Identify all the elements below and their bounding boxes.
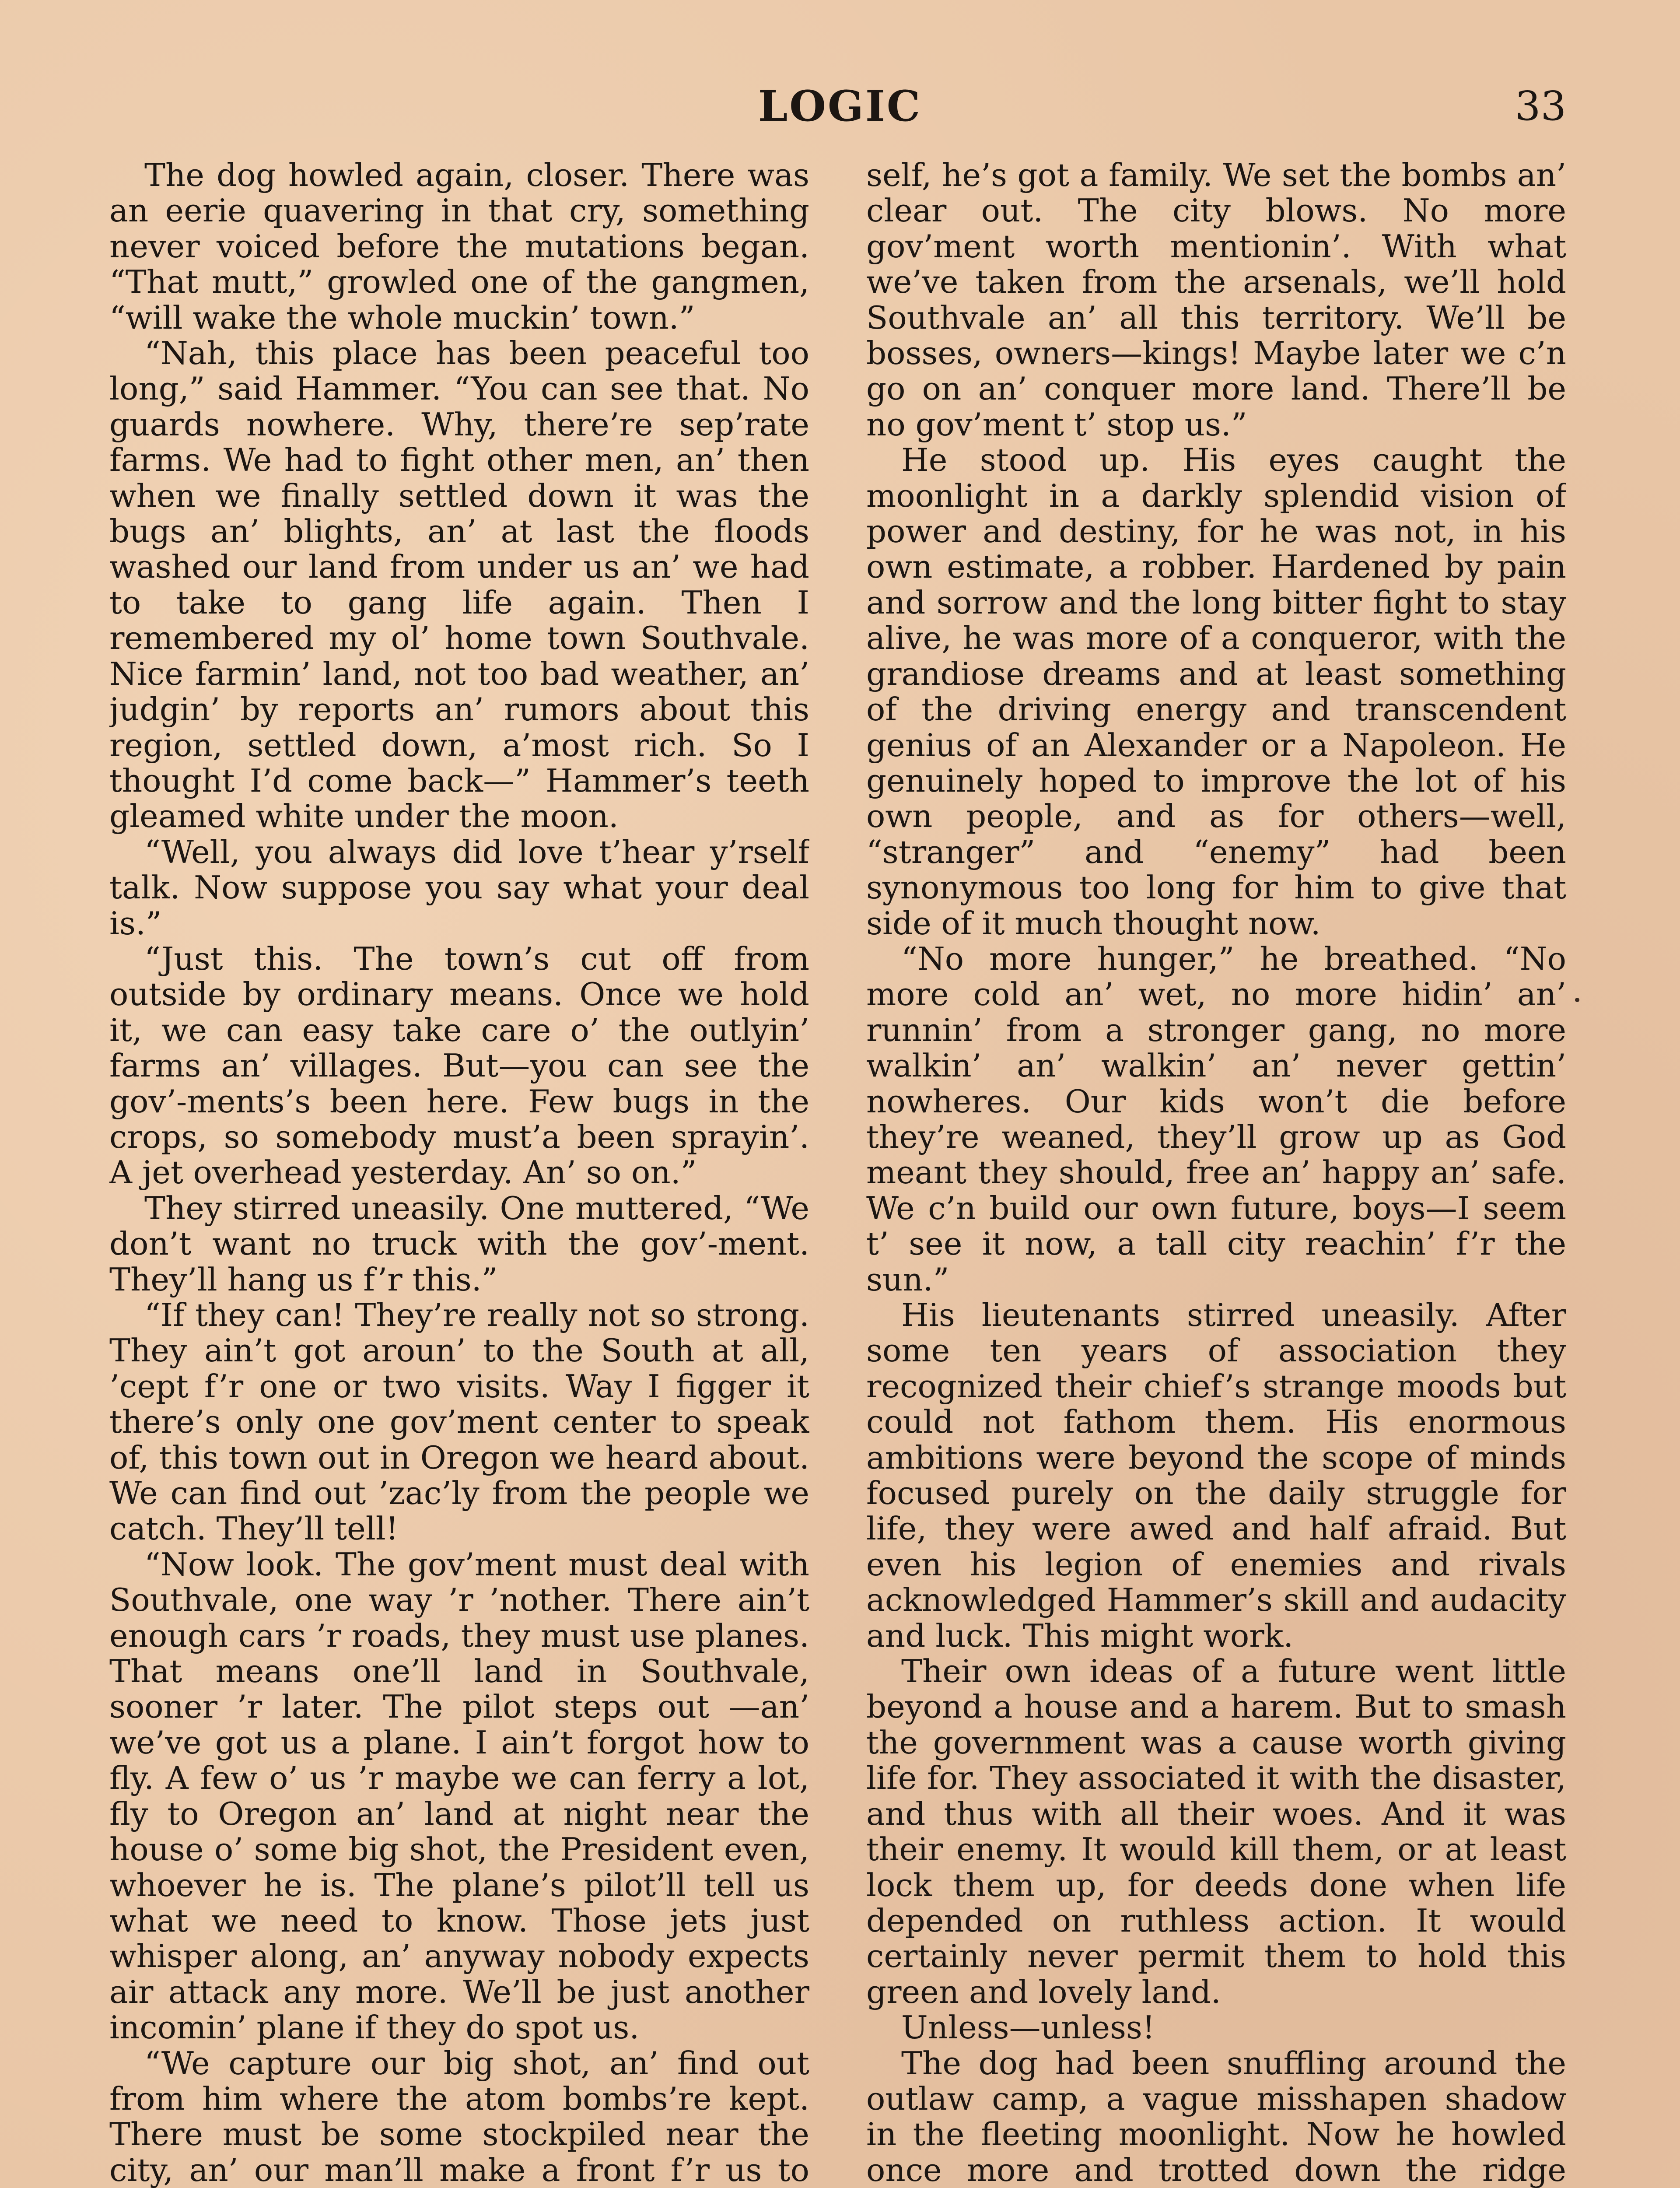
paragraph: “Just this. The town’s cut off from outside by ordinary means. Once we hold it, we can easy take care o’ the outlyin’ farms an’ villages. But—you can see the gov’-ments’s been here. Few bugs in the crops, so somebody must’a been sprayin’. A jet overhead yesterday. An’ so on.” bbox=[109, 940, 809, 1191]
left-text-column bbox=[109, 158, 809, 2188]
running-header bbox=[0, 82, 1680, 130]
running-title: LOGIC bbox=[758, 81, 922, 131]
paragraph: His lieutenants stirred uneasily. After some ten years of association they recognized their chief’s strange moods but could not fathom them. His enormous ambitions were beyond the scope of minds focused purely on the daily struggle for life, they were awed and half afraid. But even his legion of enemies and rivals acknowledged Hammer’s skill and audacity and luck. This might work. bbox=[866, 1297, 1566, 1654]
paragraph: “No more hunger,” he breathed. “No more cold an’ wet, no more hidin’ an’ runnin’ from a stronger gang, no more walkin’ an’ walkin’ an’ never gettin’ nowheres. Our kids won’t die before they’re weaned, they’ll grow up as God meant they should, free an’ happy an’ safe. We c’n build our own future, boys—I seem t’ see it now, a tall city reachin’ f’r the sun.” bbox=[866, 940, 1566, 1298]
paragraph: “Well, you always did love t’hear y’rself talk. Now suppose you say what your deal is.” bbox=[109, 833, 809, 942]
paragraph: “If they can! They’re really not so strong. They ain’t got aroun’ to the South at all, ’cept f’r one or two visits. Way I figger it there’s only one gov’ment center to speak of, this town out in Oregon we heard about. We can find out ’zac’ly from the people we catch. They’ll tell! bbox=[109, 1297, 809, 1547]
paragraph: He stood up. His eyes caught the moonlight in a darkly splendid vision of power and destiny, for he was not, in his own estimate, a robber. Hardened by pain and sorrow and the long bitter fight to stay alive, he was more of a conqueror, with the grandiose dreams and at least something of the driving energy and transcendent genius of an Alexander or a Napoleon. He genuinely hoped to improve the lot of his own people, and as for others—well, “stranger” and “enemy” had been synonymous too long for him to give that side of it much thought now. bbox=[866, 442, 1566, 942]
page-number: 33 bbox=[1515, 83, 1566, 130]
paragraph: “We capture our big shot, an’ find out from him where the atom bombs’re kept. There must be some stockpiled near the city, an’ our man’ll make a front f’r us to bbox=[109, 2044, 809, 2188]
paragraph: The dog howled again, closer. There was an eerie quavering in that cry, something never voiced before the mutations began. “That mutt,” growled one of the gangmen, “will wake the whole muckin’ town.” bbox=[109, 158, 809, 336]
paragraph: They stirred uneasily. One muttered, “We don’t want no truck with the gov’-ment. They’ll hang us f’r this.” bbox=[109, 1189, 809, 1298]
right-text-column bbox=[866, 158, 1566, 2188]
print-speck bbox=[1575, 998, 1579, 1002]
paragraph: Their own ideas of a future went little beyond a house and a harem. But to smash the government was a cause worth giving life for. They associated it with the disaster, and thus with all their woes. And it was their enemy. It would kill them, or at least lock them up, for deeds done when life depended on ruthless action. It would certainly never permit them to hold this green and lovely land. bbox=[866, 1653, 1566, 2010]
paragraph: Unless—unless! bbox=[901, 2009, 1155, 2046]
paragraph: The dog had been snuffling around the outlaw camp, a vague misshapen shadow in the fleeting moonlight. Now he howled once more and trotted down the ridge bbox=[866, 2044, 1566, 2188]
paragraph: “Nah, this place has been peaceful too long,” said Hammer. “You can see that. No guards nowhere. Why, there’re sep’rate farms. We had to fight other men, an’ then when we finally settled down it was the bugs an’ blights, an’ at last the floods washed our land from under us an’ we had to take to gang life again. Then I remembered my ol’ home town Southvale. Nice farmin’ land, not too bad weather, an’ judgin’ by reports an’ rumors about this region, settled down, a’most rich. So I thought I’d come back—” Hammer’s teeth gleamed white under the moon. bbox=[109, 335, 809, 835]
paragraph-continued: self, he’s got a family. We set the bombs an’ clear out. The city blows. No more gov’ment worth mentionin’. With what we’ve taken from the arsenals, we’ll hold Southvale an’ all this territory. We’ll be bosses, owners—kings! Maybe later we c’n go on an’ conquer more land. There’ll be no gov’ment t’ stop us.” bbox=[866, 158, 1566, 443]
paragraph: “Now look. The gov’ment must deal with Southvale, one way ’r ’nother. There ain’t enough cars ’r roads, they must use planes. That means one’ll land in Southvale, sooner ’r later. The pilot steps out —an’ we’ve got us a plane. I ain’t forgot how to fly. A few o’ us ’r maybe we can ferry a lot, fly to Oregon an’ land at night near the house o’ some big shot, the President even, whoever he is. The plane’s pilot’ll tell us what we need to know. Those jets just whisper along, an’ anyway nobody expects air attack any more. We’ll be just another incomin’ plane if they do spot us. bbox=[109, 1546, 809, 2046]
